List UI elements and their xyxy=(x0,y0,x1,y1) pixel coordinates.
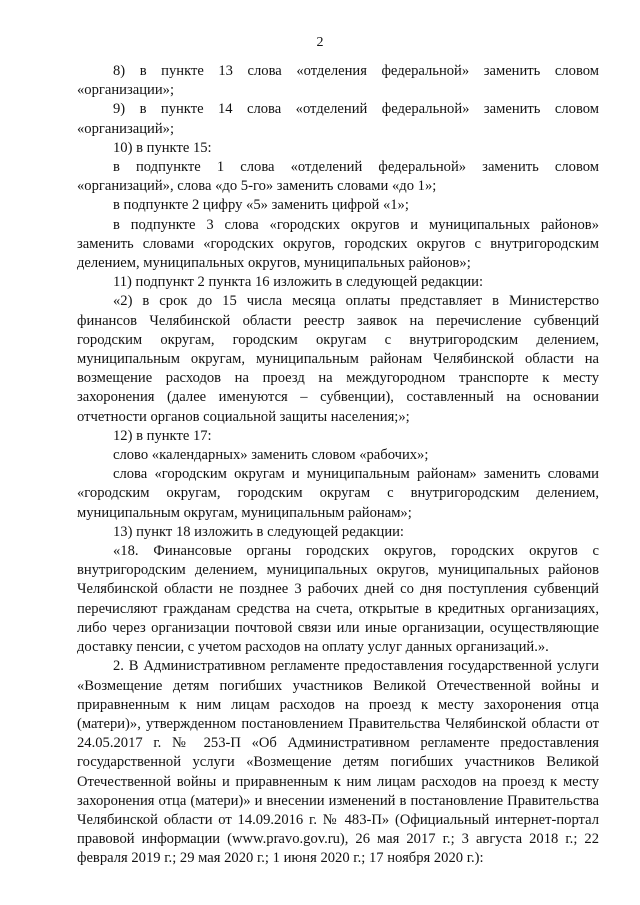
paragraph-item-10: 10) в пункте 15: xyxy=(113,139,212,156)
document-body xyxy=(77,62,599,869)
paragraph-item-9: 9) в пункте 14 слова «отделений федеральной» заменить словом «организаций»; xyxy=(77,101,599,137)
paragraph-item-11: 11) подпункт 2 пункта 16 изложить в следующей редакции: xyxy=(113,274,484,291)
paragraph-section-2: 2. В Административном регламенте предоставления государственной услуги «Возмещение детям погибших участников Великой Отечественной войны и приравненным к ним лицам расходов на проезд к месту захоронения отца (матери)», утвержденном постановлением Правительства Челябинской области от 24.05.2017 г. № 253-П «Об Административном регламенте предоставления государственной услуги «Возмещение детям погибших участников Великой Отечественной войны и приравненным к ним лицам расходов на проезд к месту захоронения отца (матери)» и внесении изменений в постановление Правительства Челябинской области от 14.09.2016 г. № 483-П» (Официальный интернет-портал правовой информации (www.pravo.gov.ru), 26 мая 2017 г.; 3 августа 2018 г.; 22 февраля 2019 г.; 29 мая 2020 г.; 1 июня 2020 г.; 17 ноября 2020 г.): xyxy=(77,658,599,867)
paragraph-item-12: 12) в пункте 17: xyxy=(113,427,212,444)
paragraph-quote-2: «2) в срок до 15 числа месяца оплаты представляет в Министерство финансов Челябинской области реестр заявок на перечисление субвенций городским округам, городским округам с внутригородским делением, муниципальным округам, муниципальным районам Челябинской области на возмещение расходов на проезд на междугородном транспорте к месту захоронения (далее именуются – субвенции), составленный на основании отчетности органов социальной защиты населения;»; xyxy=(77,293,599,425)
paragraph-subitem-3: в подпункте 3 слова «городских округов и муниципальных районов» заменить словами «городских округов, городских округов с внутригородским делением, муниципальных округов, муниципальных районов»; xyxy=(77,216,599,272)
paragraph-word-change: слово «календарных» заменить словом «рабочих»; xyxy=(113,447,429,464)
paragraph-item-13: 13) пункт 18 изложить в следующей редакции: xyxy=(113,523,404,540)
paragraph-subitem-2: в подпункте 2 цифру «5» заменить цифрой «1»; xyxy=(113,197,409,214)
paragraph-subitem-1: в подпункте 1 слова «отделений федеральной» заменить словом «организаций», слова «до 5-го» заменить словами «до 1»; xyxy=(77,159,599,195)
paragraph-words-change: слова «городским округам и муниципальным районам» заменить словами «городским округам, городским округам с внутригородским делением, муниципальным округам, муниципальным районам»; xyxy=(77,466,599,521)
page-number: 2 xyxy=(316,35,324,50)
paragraph-item-8: 8) в пункте 13 слова «отделения федеральной» заменить словом «организации»; xyxy=(77,63,599,99)
paragraph-quote-18: «18. Финансовые органы городских округов, городских округов с внутригородским делением, муниципальных округов, муниципальных районов Челябинской области не позднее 3 рабочих дней со дня поступления субвенций перечисляют гражданам средства на счета, открытые в кредитных организациях, либо через организации почтовой связи или иные организации, осуществляющие доставку пенсии, с учетом расходов на оплату услуг данных организаций.». xyxy=(77,543,599,656)
